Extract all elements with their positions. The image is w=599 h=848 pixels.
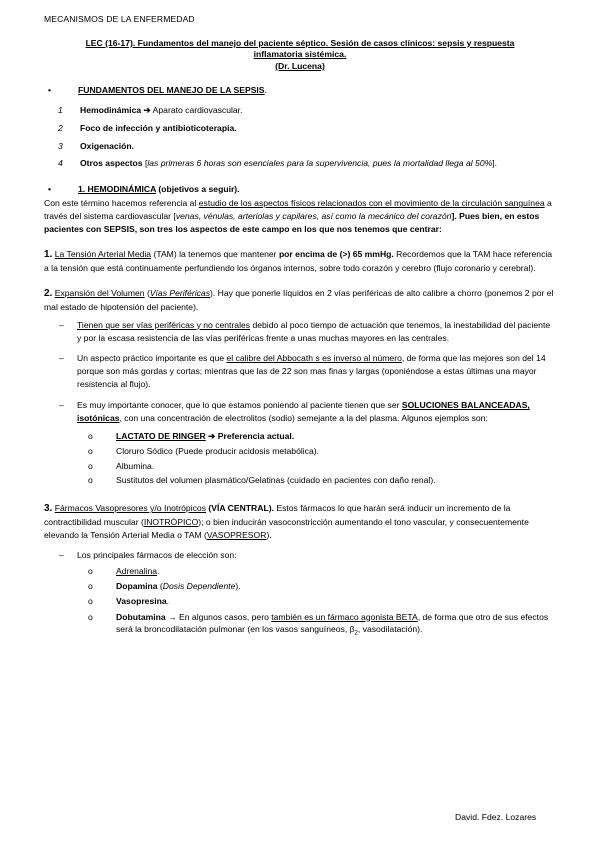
fundamentos-item-1: 1 Hemodinámica ➔ Aparato cardiovascular. <box>58 104 243 115</box>
fundamentos-item-4: 4 Otros aspectos [las primeras 6 horas son esenciales para la supervivencia, pues la mortalidad llega al 50%]. <box>58 158 498 169</box>
hemodinamica-paragraph: Con este término hacemos referencia al estudio de los aspectos físicos relacionados con el movimiento de la circulación sanguínea a través del sistema cardiovascular [venas, vénulas, arteriolas y capilares, así como la mecánico del corazón]. Pues bien, en estos pacientes con SEPSIS, son tres los aspectos de este campo en los que nos tenemos que centrar: <box>44 198 552 234</box>
section-3-dash: – Los principales fármacos de elección son: <box>59 550 237 561</box>
bullet-icon: • <box>48 85 52 95</box>
title-line-1: LEC (16-17). Fundamentos del manejo del paciente séptico. Sesión de casos clínicos: sepsis y respuesta <box>85 38 515 48</box>
document-header: MECANISMOS DE LA ENFERMEDAD <box>44 14 195 24</box>
fundamentos-item-3: 3 Oxigenación. <box>58 140 134 151</box>
circle-bullet-icon: o <box>88 611 93 622</box>
circle-bullet-icon: o <box>88 565 93 576</box>
circle-bullet-icon: o <box>88 475 93 486</box>
document-footer: David. Fdez. Lozares <box>455 812 537 822</box>
drug-item-3: o Vasopresina. <box>88 595 170 606</box>
section-2-dash-3: – Es muy importante conocer, que lo que estamos poniendo al paciente tienen que ser SOLUCIONES BALANCEADAS, isotónicas, con una concentración de electrolitos (sodio) semejante a la del plasma. Algunos ejemplos son: <box>59 400 530 423</box>
solution-item-4: o Sustitutos del volumen plasmático/Gelatinas (cuidado en pacientes con daño renal). <box>88 475 436 486</box>
solution-item-1: o LACTATO DE RINGER ➔ Preferencia actual. <box>88 430 295 441</box>
dash-icon: – <box>59 353 64 364</box>
section-2-paragraph: 2. Expansión del Volumen (Vías Periféricas). Hay que ponerle líquidos en 2 vías periféricas de alto calibre a chorro (ponemos 2 por el mal estado de hipotensión del paciente). <box>44 287 554 312</box>
arrow-right-icon: ➔ <box>208 430 216 441</box>
arrow-right-icon: → <box>168 611 177 622</box>
solution-item-2: o Cloruro Sódico (Puede producir acidosis metabólica). <box>88 445 320 456</box>
solution-item-3: o Albumina. <box>88 460 155 471</box>
drug-item-2: o Dopamina (Dosis Dependiente). <box>88 580 241 591</box>
title-line-3: (Dr. Lucena) <box>275 60 325 71</box>
section-1-paragraph: 1. La Tensión Arterial Media (TAM) la tenemos que mantener por encima de (>) 65 mmHg. Recordemos que la TAM hace referencia a la tensión que está continuamente perfundiendo los órganos internos, sobre todo corazón y cerebro (flujo coronario y cerebral). <box>44 248 553 273</box>
bullet-icon: • <box>48 184 52 195</box>
arrow-right-icon: ➔ <box>143 104 151 115</box>
hemodinamica-heading: • 1. HEMODINÁMICA (objetivos a seguir). <box>48 184 240 195</box>
section-2-dash-2: – Un aspecto práctico importante es que el calibre del Abbocath s es inverso al número, de forma que las mejores son del 14 porque son más gordas y cortas; mientras que las de 22 son mas finas y largas (oponiéndose a estas últimas una mayor resistencia al flujo). <box>59 353 546 390</box>
circle-bullet-icon: o <box>88 445 93 456</box>
fundamentos-item-2: 2 Foco de infección y antibioticoterapia. <box>58 122 237 133</box>
circle-bullet-icon: o <box>88 460 93 471</box>
drug-item-4: o Dobutamina → En algunos casos, pero también es un fármaco agonista BETA, de forma que otro de sus efectos será la broncodilatación pulmonar (en los vasos sanguíneos, $\beta_2$, vasodilatación). <box>88 611 549 638</box>
section-2-dash-1: – Tienen que ser vías periféricas y no centrales debido al poco tiempo de actuación que tenemos, la inestabilidad del paciente y por la escasa resistencia de las vías periféricas frente a unas muchas mayores en las centrales. <box>59 319 551 343</box>
document-body <box>44 85 554 639</box>
dash-icon: – <box>59 550 64 561</box>
drug-item-1: o Adrenalina. <box>88 565 160 576</box>
circle-bullet-icon: o <box>88 595 93 606</box>
fundamentos-heading: • FUNDAMENTOS DEL MANEJO DE LA SEPSIS. <box>48 85 267 95</box>
dash-icon: – <box>59 400 64 411</box>
title-line-2: inflamatoria sistémica. <box>253 49 347 60</box>
lecture-title <box>40 38 560 72</box>
dash-icon: – <box>59 319 64 330</box>
section-3-paragraph: 3. Fármacos Vasopresores y/o Inotrópicos (VÍA CENTRAL). Estos fármacos lo que harán será inducir un incremento de la contractibilidad muscular (INOTRÓPICO); o bien inducirán vasoconstricción aumentando el tono vascular, y consecuentemente elevando la Tensión Arterial Media o TAM (VASOPRESOR). <box>44 503 529 541</box>
circle-bullet-icon: o <box>88 430 93 441</box>
circle-bullet-icon: o <box>88 580 93 591</box>
